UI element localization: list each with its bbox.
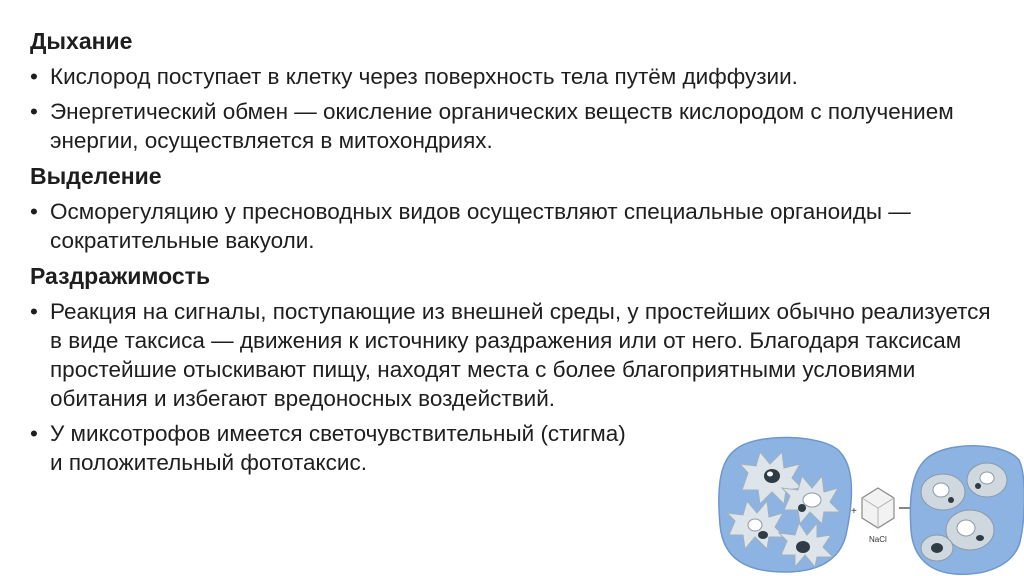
shrunk-cell xyxy=(921,535,953,561)
bullet-taxis xyxy=(30,297,1005,413)
bullet-text: Реакция на сигналы, поступающие из внешней среды, у простейших обычно реализуется в виде таксиса — движения к источнику раздражения или от него. Благодаря таксисам простейшие отыскивают пищу, находят места с более благоприятными условиями обитания и избегают вредоносных воздействий. xyxy=(50,299,991,411)
bullet-text: Энергетический обмен — окисление органических веществ кислородом с получением энергии, осуществляется в митохондриях. xyxy=(50,99,954,153)
bullet-dot: • xyxy=(30,199,38,224)
bullet-mixotrophs xyxy=(30,419,630,477)
bullet-text: Осморегуляцию у пресноводных видов осуществляют специальные органоиды — сократительные вакуоли. xyxy=(50,199,911,253)
heading-breathing: Дыхание xyxy=(30,28,133,54)
bullet-text: У миксотрофов имеется светочувствительный (стигма) и положительный фототаксис. xyxy=(50,421,626,475)
bullet-dot: • xyxy=(30,421,38,446)
bullet-dot: • xyxy=(30,99,38,124)
bullet-dot: • xyxy=(30,64,38,89)
bullet-text: Кислород поступает в клетку через поверхность тела путём диффузии. xyxy=(50,64,798,89)
plus-sign: + xyxy=(851,506,857,517)
slide-content xyxy=(30,26,1005,483)
heading-excretion: Выделение xyxy=(30,163,162,189)
bullet-osmoregulation xyxy=(30,197,1005,255)
salt-crystal-icon xyxy=(862,488,894,528)
heading-irritability: Раздражимость xyxy=(30,263,211,289)
shrunk-cell xyxy=(967,463,1007,497)
bullet-energy-metabolism xyxy=(30,97,1005,155)
shrunk-cell xyxy=(946,510,994,550)
bullet-oxygen-diffusion xyxy=(30,62,1005,91)
shrunk-cell xyxy=(921,474,965,510)
osmosis-illustration xyxy=(715,430,1024,576)
nacl-label: NaCl xyxy=(869,535,887,544)
bullet-dot: • xyxy=(30,299,38,324)
